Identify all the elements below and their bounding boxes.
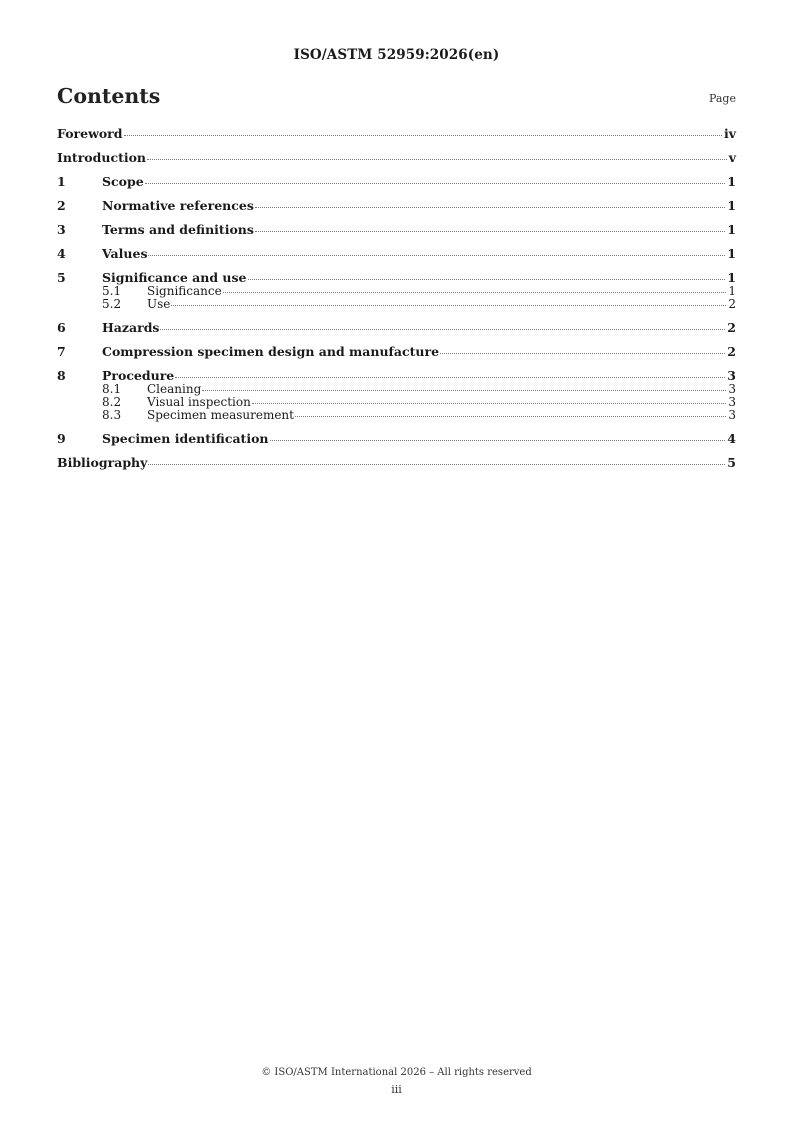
toc-page-number: 1 — [727, 198, 736, 213]
toc-entry-foreword[interactable] — [57, 127, 736, 141]
toc-entry-specimen-identification[interactable] — [57, 432, 736, 446]
dot-leader — [175, 377, 725, 378]
toc-entry-normative-references[interactable] — [57, 199, 736, 213]
dot-leader — [145, 183, 726, 184]
toc-section-number: 6 — [57, 320, 66, 335]
toc-entry-bibliography[interactable] — [57, 456, 736, 470]
toc-title: Bibliography — [57, 455, 148, 470]
toc-page-number: 2 — [727, 344, 736, 359]
dot-leader — [255, 207, 725, 208]
dot-leader — [248, 279, 726, 280]
toc-title: Normative references — [102, 198, 254, 213]
toc-entry-introduction[interactable] — [57, 151, 736, 165]
toc-section-number: 1 — [57, 174, 66, 189]
toc-entry-procedure[interactable] — [57, 369, 736, 383]
toc-title: Procedure — [102, 368, 175, 383]
dot-leader — [148, 255, 725, 256]
footer-page-number: iii — [391, 1083, 402, 1096]
toc-entry-terms-and-definitions[interactable] — [57, 223, 736, 237]
dot-leader — [171, 305, 726, 306]
toc-section-number: 8.2 — [102, 395, 122, 409]
toc-title: Terms and definitions — [102, 222, 254, 237]
toc-section-number: 8 — [57, 368, 66, 383]
toc-page-number: 2 — [727, 320, 736, 335]
toc-title: Scope — [102, 174, 144, 189]
toc-page-number: 4 — [727, 431, 736, 446]
toc-page-number: 3 — [727, 368, 736, 383]
dot-leader — [440, 353, 725, 354]
copyright-footer: © ISO/ASTM International 2026 – All rights reserved — [261, 1067, 532, 1078]
contents-heading-row — [57, 84, 736, 114]
toc-entry-significance-and-use[interactable] — [57, 271, 736, 285]
toc-entry-values[interactable] — [57, 247, 736, 261]
toc-section-number: 8.1 — [102, 382, 122, 396]
dot-leader — [252, 403, 727, 404]
toc-page-number: 3 — [728, 382, 736, 396]
toc-page-number: 1 — [727, 246, 736, 261]
toc-page-number: 3 — [728, 395, 736, 409]
toc-entry-compression-specimen-design[interactable] — [57, 345, 736, 359]
dot-leader — [255, 231, 725, 232]
toc-section-number: 3 — [57, 222, 66, 237]
toc-section-number: 5 — [57, 270, 66, 285]
toc-section-number: 9 — [57, 431, 66, 446]
toc-section-number: 2 — [57, 198, 66, 213]
toc-page-number: 1 — [727, 222, 736, 237]
toc-title: Specimen measurement — [147, 408, 294, 422]
dot-leader — [148, 464, 725, 465]
toc-section-number: 5.2 — [102, 297, 122, 311]
toc-entry-hazards[interactable] — [57, 321, 736, 335]
toc-section-number: 4 — [57, 246, 66, 261]
toc-page-number: 1 — [727, 270, 736, 285]
page-column-label: Page — [708, 92, 736, 105]
toc-title: Values — [102, 246, 148, 261]
toc-page-number: v — [728, 150, 736, 165]
toc-section-number: 8.3 — [102, 408, 122, 422]
toc-entry-scope[interactable] — [57, 175, 736, 189]
dot-leader — [202, 390, 726, 391]
toc-page-number: 1 — [728, 284, 736, 298]
dot-leader — [124, 135, 722, 136]
toc-page-number: iv — [723, 126, 736, 141]
table-of-contents — [57, 127, 736, 470]
toc-title: Hazards — [102, 320, 160, 335]
dot-leader — [295, 416, 726, 417]
document-id-header: ISO/ASTM 52959:2026(en) — [293, 47, 500, 63]
toc-page-number: 2 — [728, 297, 736, 311]
toc-title: Significance and use — [102, 270, 247, 285]
toc-page-number: 3 — [728, 408, 736, 422]
toc-section-number: 7 — [57, 344, 66, 359]
dot-leader — [270, 440, 726, 441]
dot-leader — [223, 292, 727, 293]
toc-title: Significance — [147, 284, 222, 298]
toc-title: Introduction — [57, 150, 147, 165]
toc-title: Cleaning — [147, 382, 202, 396]
toc-title: Foreword — [57, 126, 123, 141]
toc-title: Visual inspection — [147, 395, 251, 409]
contents-title: Contents — [57, 84, 161, 108]
toc-page-number: 5 — [727, 455, 736, 470]
dot-leader — [160, 329, 725, 330]
toc-entry-specimen-measurement[interactable] — [57, 409, 736, 422]
dot-leader — [147, 159, 727, 160]
toc-title: Use — [147, 297, 171, 311]
toc-page-number: 1 — [727, 174, 736, 189]
toc-title: Compression specimen design and manufacture — [102, 344, 440, 359]
toc-section-number: 5.1 — [102, 284, 122, 298]
toc-title: Specimen identification — [102, 431, 269, 446]
toc-entry-use[interactable] — [57, 298, 736, 311]
